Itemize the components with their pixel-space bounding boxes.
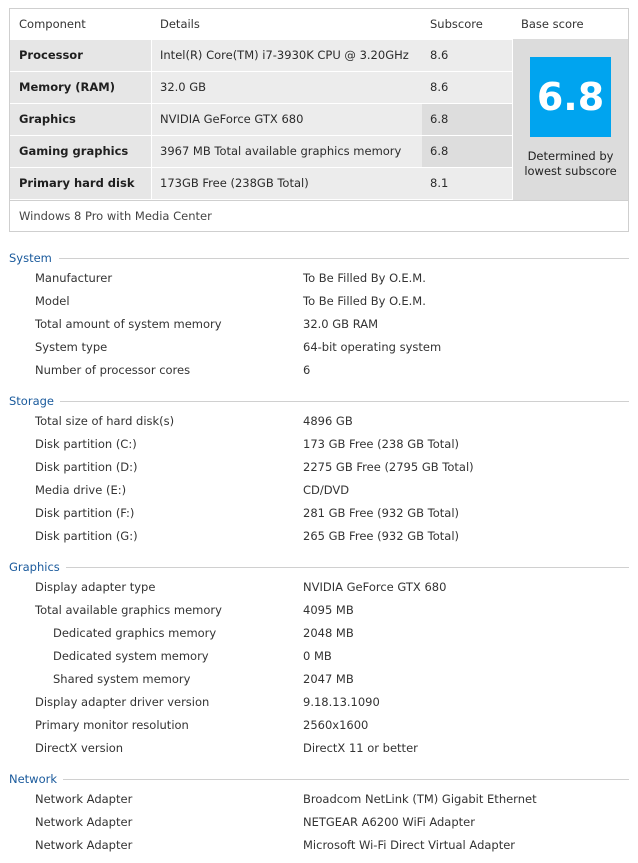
section-graphics xyxy=(9,558,629,760)
component-label: Gaming graphics xyxy=(10,136,151,167)
property-key: Total size of hard disk(s) xyxy=(35,414,175,428)
os-edition: Windows 8 Pro with Media Center xyxy=(10,200,628,231)
header-component: Component xyxy=(19,17,86,31)
property-row xyxy=(9,433,629,456)
property-key: Total amount of system memory xyxy=(35,317,222,331)
score-row-hard-disk xyxy=(10,168,513,200)
property-key: Model xyxy=(35,294,70,308)
section-title xyxy=(9,249,629,267)
property-row xyxy=(9,336,629,359)
score-row-processor xyxy=(10,40,513,72)
component-label: Primary hard disk xyxy=(10,168,151,199)
base-caption-line1: Determined by xyxy=(527,149,614,163)
section-title xyxy=(9,392,629,410)
property-key: Disk partition (D:) xyxy=(35,460,138,474)
property-value: 2275 GB Free (2795 GB Total) xyxy=(303,460,474,474)
header-details: Details xyxy=(160,17,200,31)
property-key: Disk partition (C:) xyxy=(35,437,137,451)
property-value: 32.0 GB RAM xyxy=(303,317,379,331)
property-row xyxy=(9,645,629,668)
property-key: Dedicated graphics memory xyxy=(53,626,217,640)
property-value: Microsoft Wi-Fi Direct Virtual Adapter xyxy=(303,838,516,852)
component-details: NVIDIA GeForce GTX 680 xyxy=(152,104,422,135)
property-row xyxy=(9,668,629,691)
component-subscore: 6.8 xyxy=(422,104,512,135)
property-value: 2048 MB xyxy=(303,626,354,640)
property-row xyxy=(9,691,629,714)
base-caption-line2: lowest subscore xyxy=(524,164,617,178)
component-details: 173GB Free (238GB Total) xyxy=(152,168,422,199)
property-key: Network Adapter xyxy=(35,815,133,829)
section-divider xyxy=(59,779,629,780)
component-label: Memory (RAM) xyxy=(10,72,151,103)
property-row xyxy=(9,576,629,599)
property-value: NVIDIA GeForce GTX 680 xyxy=(303,580,447,594)
property-value: 2560x1600 xyxy=(303,718,369,732)
section-title-text: Network xyxy=(9,772,63,786)
property-value: CD/DVD xyxy=(303,483,350,497)
property-key: Media drive (E:) xyxy=(35,483,127,497)
property-value: Broadcom NetLink (TM) Gigabit Ethernet xyxy=(303,792,537,806)
property-row xyxy=(9,599,629,622)
property-key: Number of processor cores xyxy=(35,363,191,377)
property-row xyxy=(9,622,629,645)
base-score-tile: 6.8 xyxy=(530,57,611,137)
section-title xyxy=(9,558,629,576)
property-value: NETGEAR A6200 WiFi Adapter xyxy=(303,815,475,829)
property-value: 4095 MB xyxy=(303,603,354,617)
header-base-score: Base score xyxy=(521,17,584,31)
property-value: 64-bit operating system xyxy=(303,340,442,354)
property-key: Display adapter driver version xyxy=(35,695,210,709)
property-row xyxy=(9,479,629,502)
property-value: 9.18.13.1090 xyxy=(303,695,380,709)
component-subscore: 8.1 xyxy=(422,168,512,199)
property-value: To Be Filled By O.E.M. xyxy=(303,271,426,285)
property-value: 4896 GB xyxy=(303,414,353,428)
component-details: 32.0 GB xyxy=(152,72,422,103)
score-row-gaming-graphics xyxy=(10,136,513,168)
property-value: DirectX 11 or better xyxy=(303,741,418,755)
component-subscore: 6.8 xyxy=(422,136,512,167)
section-divider xyxy=(59,401,629,402)
property-key: Total available graphics memory xyxy=(35,603,222,617)
property-row xyxy=(9,359,629,382)
property-key: System type xyxy=(35,340,108,354)
component-details: 3967 MB Total available graphics memory xyxy=(152,136,422,167)
property-row xyxy=(9,525,629,548)
property-value: 0 MB xyxy=(303,649,332,663)
section-title-text: Graphics xyxy=(9,560,66,574)
component-details: Intel(R) Core(TM) i7-3930K CPU @ 3.20GHz xyxy=(152,40,422,71)
property-row xyxy=(9,267,629,290)
section-network xyxy=(9,770,629,857)
section-storage xyxy=(9,392,629,548)
property-value: 2047 MB xyxy=(303,672,354,686)
property-key: Manufacturer xyxy=(35,271,113,285)
base-score-caption xyxy=(513,149,628,179)
property-key: Display adapter type xyxy=(35,580,156,594)
property-value: 281 GB Free (932 GB Total) xyxy=(303,506,460,520)
score-table xyxy=(9,8,629,232)
property-row xyxy=(9,811,629,834)
property-row xyxy=(9,714,629,737)
section-divider xyxy=(59,258,629,259)
property-row xyxy=(9,313,629,336)
property-key: Network Adapter xyxy=(35,792,133,806)
property-key: Disk partition (G:) xyxy=(35,529,138,543)
component-subscore: 8.6 xyxy=(422,40,512,71)
component-label: Graphics xyxy=(10,104,151,135)
section-divider xyxy=(59,567,629,568)
score-row-memory xyxy=(10,72,513,104)
base-score-panel xyxy=(513,39,628,200)
property-row xyxy=(9,410,629,433)
property-key: Network Adapter xyxy=(35,838,133,852)
property-value: 173 GB Free (238 GB Total) xyxy=(303,437,460,451)
property-row xyxy=(9,788,629,811)
component-label: Processor xyxy=(10,40,151,71)
header-subscore: Subscore xyxy=(430,17,483,31)
property-key: Disk partition (F:) xyxy=(35,506,135,520)
component-subscore: 8.6 xyxy=(422,72,512,103)
property-value: To Be Filled By O.E.M. xyxy=(303,294,426,308)
property-row xyxy=(9,834,629,857)
property-row xyxy=(9,502,629,525)
property-value: 6 xyxy=(303,363,311,377)
property-value: 265 GB Free (932 GB Total) xyxy=(303,529,460,543)
section-title-text: System xyxy=(9,251,58,265)
property-key: Shared system memory xyxy=(53,672,191,686)
property-row xyxy=(9,737,629,760)
section-title xyxy=(9,770,629,788)
section-title-text: Storage xyxy=(9,394,60,408)
property-row xyxy=(9,290,629,313)
property-key: DirectX version xyxy=(35,741,124,755)
property-row xyxy=(9,456,629,479)
score-row-graphics xyxy=(10,104,513,136)
property-key: Primary monitor resolution xyxy=(35,718,189,732)
section-system xyxy=(9,249,629,382)
property-key: Dedicated system memory xyxy=(53,649,209,663)
